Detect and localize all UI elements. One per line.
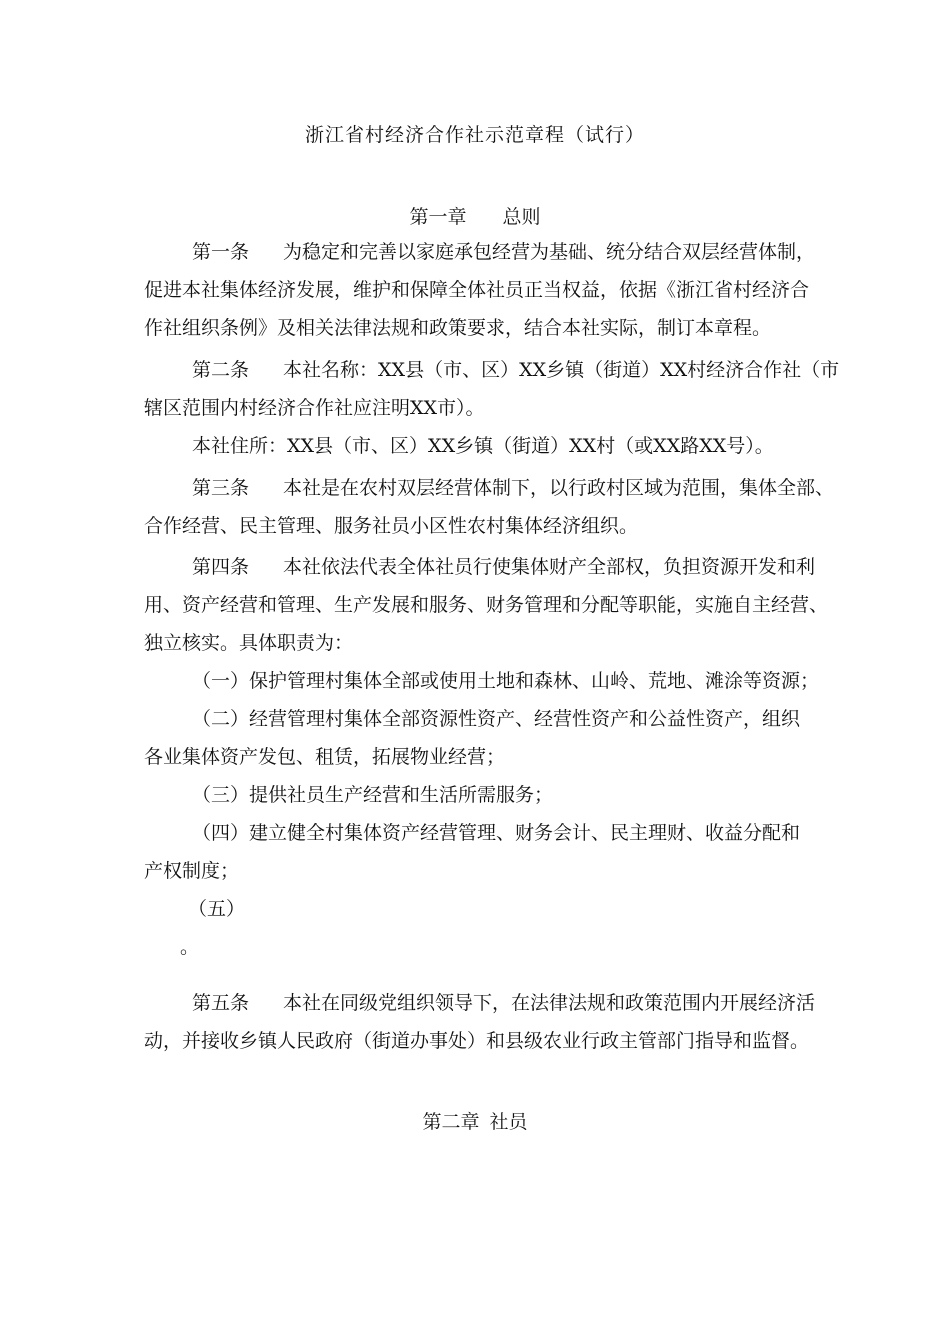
- chapter-name: 总则: [502, 206, 541, 228]
- article-text: 动，并接收乡镇人民政府（街道办事处）和县级农业行政主管部门指导和监督。: [144, 1030, 810, 1052]
- chapter-1-heading: [0, 202, 950, 229]
- duty-item-4: （四）建立健全村集体资产经营管理、财务会计、民主理财、收益分配和: [192, 822, 801, 844]
- article-text: 用、资产经营和管理、生产发展和服务、财务管理和分配等职能，实施自主经营、: [144, 594, 829, 616]
- document-title: 浙江省村经济合作社示范章程（试行）: [304, 124, 645, 146]
- address-text: 本社住所：XX县（市、区）XX乡镇（街道）XX村（或XX路XX号）。: [192, 435, 774, 457]
- article-1: [144, 233, 816, 347]
- article-text: 辖区范围内村经济合作社应注明XX市）。: [144, 397, 485, 419]
- article-label: 第四条: [192, 556, 250, 578]
- article-5: [144, 984, 816, 1060]
- article-text: 本社名称：XX县（市、区）XX乡镇（街道）XX村经济合作社（市: [283, 359, 840, 381]
- article-2: [144, 351, 840, 465]
- article-label: 第五条: [192, 992, 250, 1014]
- article-4: [144, 548, 829, 966]
- duty-item-2-cont: 各业集体资产发包、租赁，拓展物业经营；: [144, 746, 506, 768]
- article-text: 合作经营、民主管理、服务社员小区性农村集体经济组织。: [144, 515, 639, 537]
- duty-trailing: 。: [180, 936, 200, 958]
- article-text: 作社组织条例》及相关法律法规和政策要求，结合本社实际，制订本章程。: [144, 317, 772, 339]
- duty-item-1: （一）保护管理村集体全部或使用土地和森林、山岭、荒地、滩涂等资源；: [192, 670, 820, 692]
- chapter-number: 第一章: [409, 206, 467, 228]
- article-text: 独立核实。具体职责为：: [144, 632, 354, 654]
- chapter-2-heading: [0, 1107, 950, 1134]
- chapter-name: 社员: [489, 1111, 528, 1133]
- article-text: 本社在同级党组织领导下，在法律法规和政策范围内开展经济活: [283, 992, 816, 1014]
- article-text: 本社是在农村双层经营体制下，以行政村区域为范围，集体全部、: [283, 477, 835, 499]
- chapter-number: 第二章: [422, 1111, 480, 1133]
- duty-item-4-cont: 产权制度；: [144, 860, 240, 882]
- article-label: 第二条: [192, 359, 250, 381]
- duty-item-3: （三）提供社员生产经营和生活所需服务；: [192, 784, 554, 806]
- article-label: 第三条: [192, 477, 250, 499]
- article-3: [144, 469, 835, 545]
- article-text: 促进本社集体经济发展，维护和保障全体社员正当权益，依据《浙江省村经济合: [144, 279, 810, 301]
- article-text: 本社依法代表全体社员行使集体财产全部权，负担资源开发和利: [283, 556, 816, 578]
- article-label: 第一条: [192, 241, 250, 263]
- duty-item-5: （五）: [188, 898, 246, 920]
- duty-item-2: （二）经营管理村集体全部资源性资产、经营性资产和公益性资产，组织: [192, 708, 801, 730]
- article-text: 为稳定和完善以家庭承包经营为基础、统分结合双层经营体制，: [283, 241, 816, 263]
